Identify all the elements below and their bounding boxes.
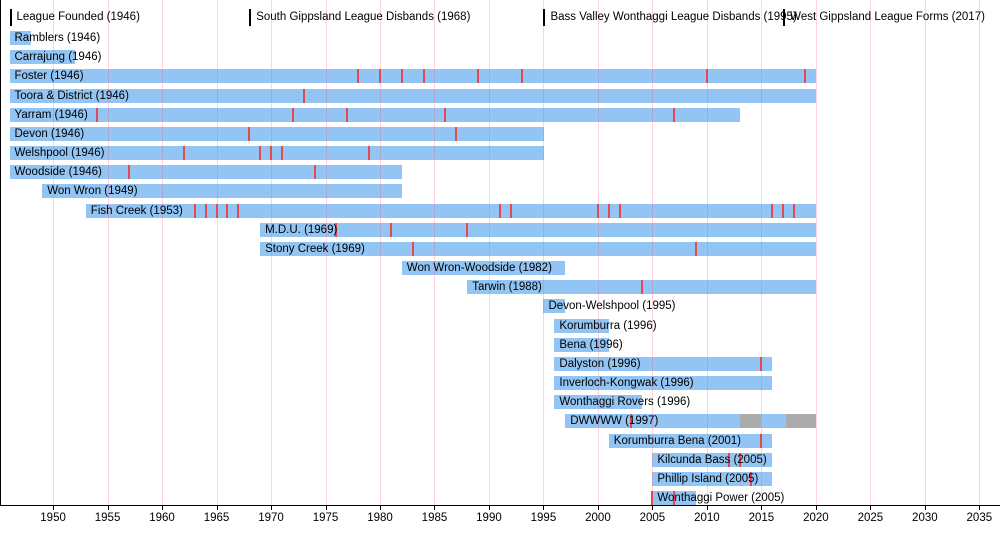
premiership-mark	[466, 223, 468, 237]
x-axis-tick-label: 2005	[639, 512, 666, 524]
x-axis-tick	[434, 506, 435, 510]
club-label: Korumburra Bena (2001)	[613, 434, 742, 447]
x-axis-tick	[598, 506, 599, 510]
milestone-marker	[249, 9, 251, 26]
x-axis-tick-label: 1990	[476, 512, 502, 524]
club-label: Wonthaggi Rovers (1996)	[559, 396, 691, 409]
premiership-mark	[499, 204, 501, 218]
x-axis-tick-label: 2000	[585, 512, 611, 524]
milestone-marker	[10, 9, 12, 26]
x-axis-tick	[979, 506, 980, 510]
premiership-mark	[782, 204, 784, 218]
milestone-label: League Founded (1946)	[16, 11, 140, 23]
premiership-mark	[401, 69, 403, 83]
gridline	[870, 0, 871, 505]
premiership-mark	[270, 146, 272, 160]
club-bar-segment	[740, 414, 762, 428]
club-label: Carrajung (1946)	[14, 51, 102, 64]
x-axis-tick	[652, 506, 653, 510]
premiership-mark	[292, 108, 294, 122]
club-label: Stony Creek (1969)	[265, 242, 365, 255]
premiership-mark	[521, 69, 523, 83]
x-axis-tick	[271, 506, 272, 510]
premiership-mark	[205, 204, 207, 218]
premiership-mark	[183, 146, 185, 160]
x-axis-tick-label: 1965	[203, 512, 230, 524]
club-label: Bena (1996)	[559, 338, 623, 351]
x-axis-tick	[816, 506, 817, 510]
x-axis-tick-label: 2015	[748, 512, 775, 524]
premiership-mark	[96, 108, 98, 122]
premiership-mark	[673, 108, 675, 122]
club-label: Toora & District (1946)	[14, 89, 129, 102]
club-label: Devon (1946)	[14, 127, 85, 140]
premiership-mark	[346, 108, 348, 122]
club-label: Yarram (1946)	[14, 108, 88, 121]
x-axis-tick-label: 1995	[530, 512, 557, 524]
premiership-mark	[651, 491, 653, 505]
x-axis-tick-label: 1980	[367, 512, 393, 524]
premiership-mark	[390, 223, 392, 237]
premiership-mark	[706, 69, 708, 83]
x-axis-tick-label: 2020	[803, 512, 829, 524]
club-label: Korumburra (1996)	[559, 319, 657, 332]
x-axis-tick-label: 2025	[857, 512, 884, 524]
club-bar-segment	[761, 414, 786, 428]
x-axis-tick	[925, 506, 926, 510]
club-label: Tarwin (1988)	[472, 281, 542, 294]
x-axis-tick	[53, 506, 54, 510]
premiership-mark	[641, 280, 643, 294]
milestone-label: Bass Valley Wonthaggi League Disbands (1995)	[550, 11, 797, 23]
club-label: Devon-Welshpool (1995)	[548, 300, 676, 313]
premiership-mark	[510, 204, 512, 218]
x-axis-tick-label: 1955	[94, 512, 121, 524]
club-label: M.D.U. (1969)	[265, 223, 338, 236]
premiership-mark	[368, 146, 370, 160]
premiership-mark	[771, 204, 773, 218]
premiership-mark	[357, 69, 359, 83]
x-axis-tick	[761, 506, 762, 510]
club-label: Ramblers (1946)	[14, 32, 101, 44]
premiership-mark	[194, 204, 196, 218]
premiership-mark	[128, 165, 130, 179]
club-label: Woodside (1946)	[14, 166, 102, 179]
x-axis-tick-label: 2035	[966, 512, 993, 524]
club-label: Fish Creek (1953)	[90, 204, 183, 217]
x-axis-tick	[707, 506, 708, 510]
premiership-mark	[760, 357, 762, 371]
premiership-mark	[226, 204, 228, 218]
premiership-mark	[597, 204, 599, 218]
x-axis-tick-label: 1970	[258, 512, 284, 524]
premiership-mark	[303, 89, 305, 103]
premiership-mark	[237, 204, 239, 218]
x-axis-tick-label: 2030	[912, 512, 938, 524]
x-axis-tick	[217, 506, 218, 510]
x-axis-tick-label: 1975	[312, 512, 339, 524]
premiership-mark	[379, 69, 381, 83]
premiership-mark	[804, 69, 806, 83]
club-bar-segment	[260, 223, 816, 237]
x-axis-tick	[380, 506, 381, 510]
premiership-mark	[760, 434, 762, 448]
club-bar-segment	[10, 89, 816, 103]
x-axis-tick	[326, 506, 327, 510]
gridline	[979, 0, 980, 505]
x-axis-tick	[870, 506, 871, 510]
club-bar-segment	[10, 108, 740, 122]
premiership-mark	[793, 204, 795, 218]
x-axis-tick-label: 2010	[694, 512, 720, 524]
club-label: Won Wron (1949)	[47, 185, 138, 198]
club-label: Foster (1946)	[14, 70, 84, 83]
premiership-mark	[412, 242, 414, 256]
milestone-label: West Gippsland League Forms (2017)	[790, 11, 985, 23]
club-label: Welshpool (1946)	[14, 147, 105, 159]
premiership-mark	[619, 204, 621, 218]
x-axis-tick-label: 1960	[149, 512, 175, 524]
x-axis-line	[0, 505, 1000, 506]
x-axis-tick	[162, 506, 163, 510]
x-axis-tick	[108, 506, 109, 510]
club-label: Phillip Island (2005)	[657, 472, 759, 485]
club-bar-segment	[786, 414, 815, 428]
plot-left-border	[0, 0, 1, 505]
x-axis-tick-label: 1950	[40, 512, 66, 524]
premiership-mark	[455, 127, 457, 141]
milestone-label: South Gippsland League Disbands (1968)	[256, 11, 471, 23]
premiership-mark	[444, 108, 446, 122]
club-label: Kilcunda Bass (2005)	[657, 453, 767, 466]
premiership-mark	[477, 69, 479, 83]
premiership-mark	[281, 146, 283, 160]
premiership-mark	[695, 242, 697, 256]
premiership-mark	[423, 69, 425, 83]
x-axis-tick	[543, 506, 544, 510]
club-label: Wonthaggi Power (2005)	[657, 492, 785, 505]
premiership-mark	[314, 165, 316, 179]
gridline	[816, 0, 817, 505]
club-label: Won Wron-Woodside (1982)	[406, 262, 552, 274]
gridline	[925, 0, 926, 505]
premiership-mark	[259, 146, 261, 160]
premiership-mark	[608, 204, 610, 218]
premiership-mark	[248, 127, 250, 141]
x-axis-tick	[489, 506, 490, 510]
club-label: Dalyston (1996)	[559, 357, 641, 370]
x-axis-tick-label: 1985	[421, 512, 448, 524]
club-bar-segment	[10, 69, 816, 83]
club-bar-segment	[10, 127, 544, 141]
milestone-marker	[543, 9, 545, 26]
club-label: DWWWW (1997)	[570, 415, 659, 428]
club-label: Inverloch-Kongwak (1996)	[559, 377, 694, 390]
premiership-mark	[216, 204, 218, 218]
